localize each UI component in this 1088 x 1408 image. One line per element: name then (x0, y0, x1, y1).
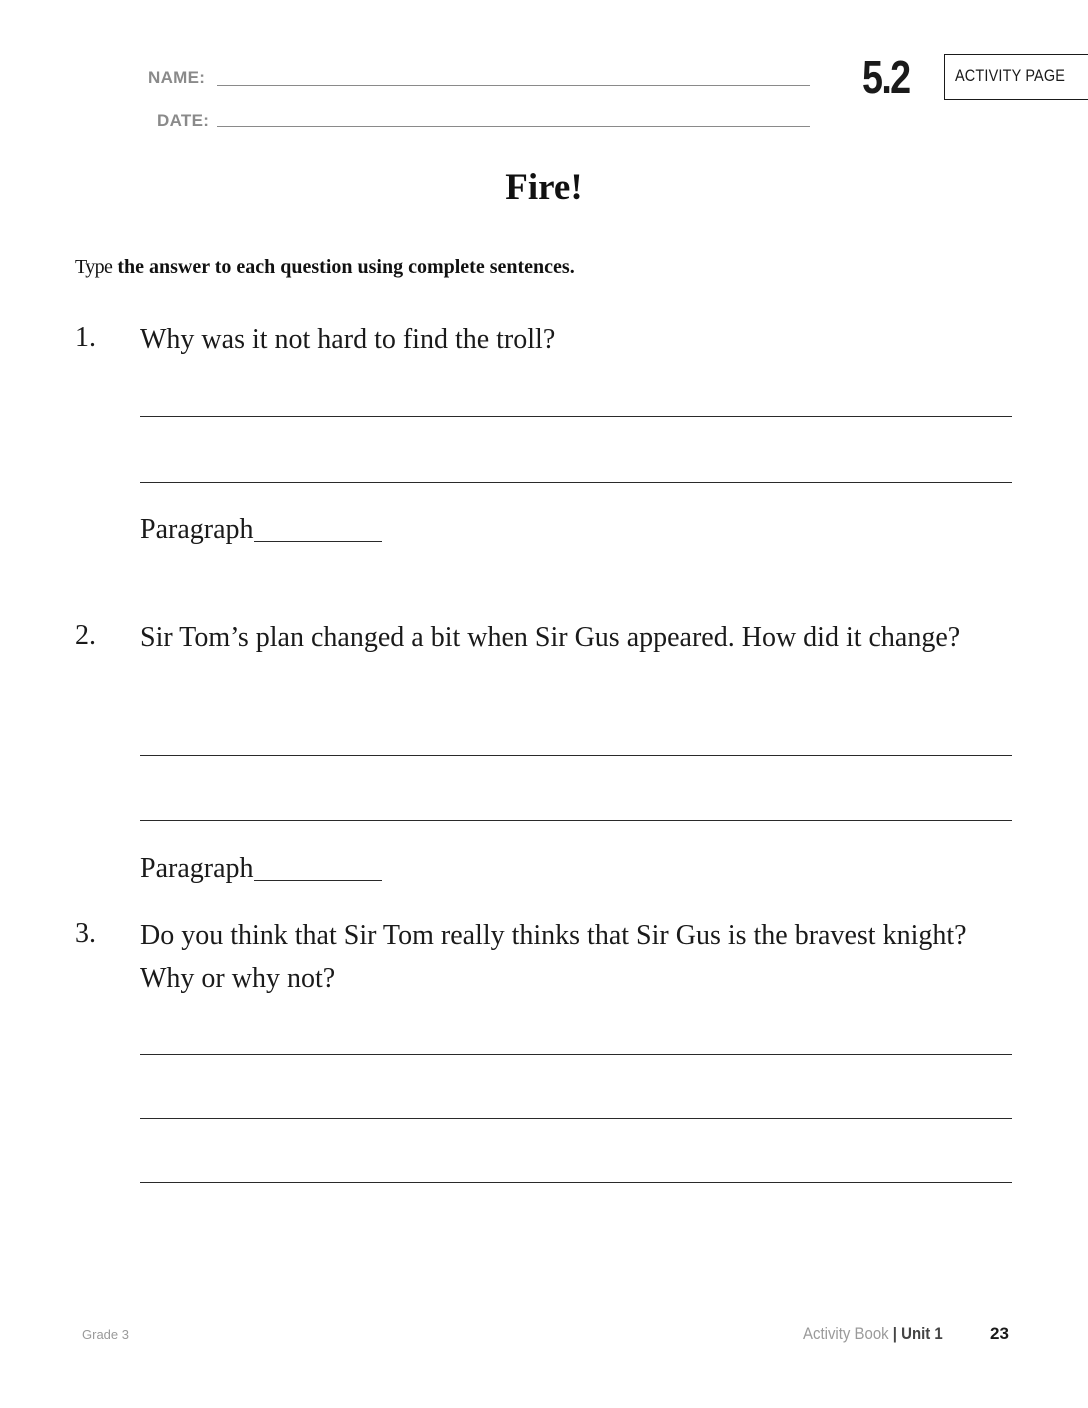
page-number: 23 (990, 1324, 1009, 1343)
footer-unit: Unit 1 (901, 1324, 943, 1343)
footer-book-info (803, 1324, 943, 1344)
question-1-answer-line-2[interactable] (140, 482, 1012, 483)
question-2-answer-line-1[interactable] (140, 755, 1012, 756)
date-line[interactable] (217, 126, 810, 127)
date-label: DATE: (157, 111, 210, 130)
question-2-paragraph-label: Paragraph (140, 853, 254, 884)
question-2-paragraph-blank[interactable] (254, 879, 382, 881)
question-1-text: Why was it not hard to find the troll? (140, 324, 556, 355)
question-3-answer-line-3[interactable] (140, 1182, 1012, 1183)
question-1-answer-line-1[interactable] (140, 416, 1012, 417)
instructions-text: the answer to each question using complete sentences. (112, 256, 575, 278)
question-1-number: 1. (75, 322, 96, 353)
name-line[interactable] (217, 85, 810, 86)
question-1-paragraph-label: Paragraph (140, 514, 254, 545)
question-3-answer-line-2[interactable] (140, 1118, 1012, 1119)
question-1-paragraph-blank[interactable] (254, 540, 382, 542)
question-2-text: Sir Tom’s plan changed a bit when Sir Gus appeared. How did it change? (140, 622, 961, 653)
question-1-paragraph (140, 514, 382, 546)
activity-page-label: ACTIVITY PAGE (955, 66, 1066, 85)
question-3-answer-line-1[interactable] (140, 1054, 1012, 1055)
question-3-number: 3. (75, 918, 96, 949)
instructions-verb: Type (75, 256, 113, 278)
footer-grade: Grade 3 (82, 1327, 129, 1342)
question-2-paragraph (140, 853, 382, 885)
instructions (75, 256, 575, 279)
question-2-answer-line-2[interactable] (140, 820, 1012, 821)
question-3-text: Do you think that Sir Tom really thinks that Sir Gus is the bravest knight? Why or why not? (140, 920, 967, 994)
page-title: Fire! (505, 167, 583, 208)
name-label: NAME: (148, 68, 206, 87)
activity-number: 5.2 (862, 51, 910, 103)
question-2-number: 2. (75, 620, 96, 651)
footer-separator: | (892, 1324, 897, 1343)
footer-book-title: Activity Book (803, 1324, 889, 1343)
